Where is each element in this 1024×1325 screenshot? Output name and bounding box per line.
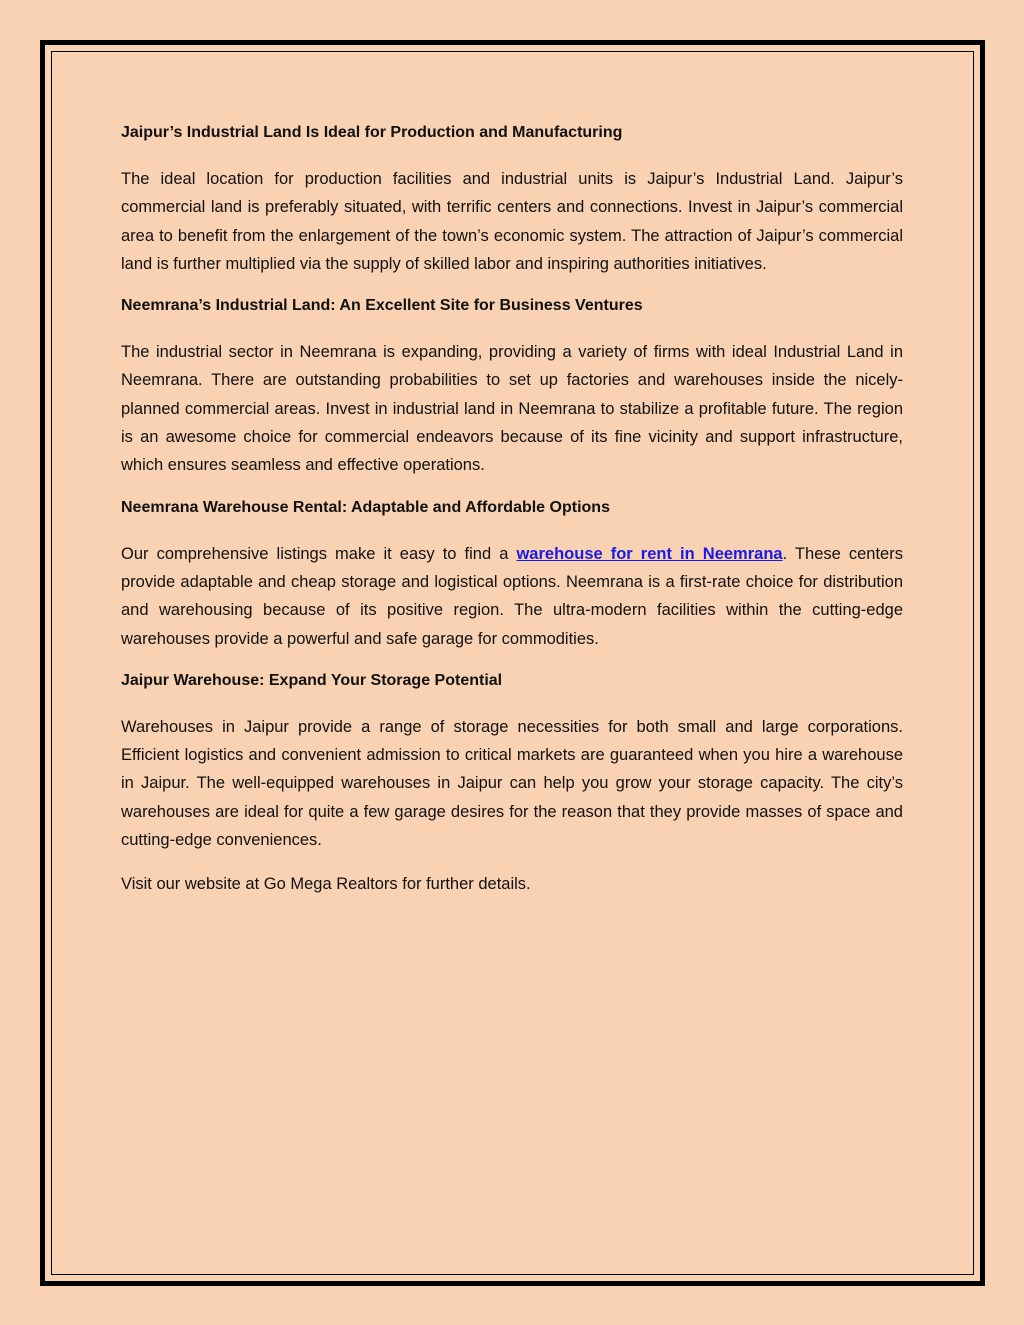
section-body-jaipur-warehouse: Warehouses in Jaipur provide a range of storage necessities for both small and large corporations. Efficient logistics and convenient admission to critical markets are guaranteed when you hire a warehouse in Jaipur. The well-equipped warehouses in Jaipur can help you grow your storage capacity. The city’s warehouses are ideal for quite a few garage desires for the reason that they provide masses of space and cutting-edge conveniences. xyxy=(121,717,903,850)
warehouse-for-rent-in-neemrana-link[interactable]: warehouse for rent in Neemrana xyxy=(516,544,783,563)
closing-note: Visit our website at Go Mega Realtors for further details. xyxy=(121,875,531,894)
section-heading-jaipur-warehouse: Jaipur Warehouse: Expand Your Storage Potential xyxy=(121,671,503,689)
section-body-neemrana-industrial-land: The industrial sector in Neemrana is expanding, providing a variety of firms with ideal Industrial Land in Neemrana. There are outstanding probabilities to set up factories and warehouses inside the nicely-planned commercial areas. Invest in industrial land in Neemrana to stabilize a profitable future. The region is an awesome choice for commercial endeavors because of its fine vicinity and support infrastructure, which ensures seamless and effective operations. xyxy=(121,343,903,475)
section-heading-neemrana-industrial-land: Neemrana’s Industrial Land: An Excellent Site for Business Ventures xyxy=(121,297,643,315)
body-text-before-link: Our comprehensive listings make it easy to find a xyxy=(121,544,517,563)
document-content xyxy=(121,121,903,915)
section-heading-jaipur-industrial-land: Jaipur’s Industrial Land Is Ideal for Production and Manufacturing xyxy=(121,124,623,141)
section-heading-neemrana-warehouse-rental: Neemrana Warehouse Rental: Adaptable and Affordable Options xyxy=(121,498,610,516)
section-body-jaipur-industrial-land: The ideal location for production facilities and industrial units is Jaipur’s Industrial Land. Jaipur’s commercial land is preferably situated, with terrific centers and connections. Invest in Jaipur’s commercial area to benefit from the enlargement of the town’s economic system. The attraction of Jaipur’s commercial land is further multiplied via the supply of skilled labor and inspiring authorities initiatives. xyxy=(121,170,903,273)
body-text-after-link: . These centers provide adaptable and cheap storage and logistical options. Neemrana is a first-rate choice for distribution and warehousing because of its positive region. The ultra-modern facilities within the cutting-edge warehouses provide a powerful and safe garage for commodities. xyxy=(121,544,903,648)
section-body-neemrana-warehouse-rental xyxy=(121,540,903,653)
